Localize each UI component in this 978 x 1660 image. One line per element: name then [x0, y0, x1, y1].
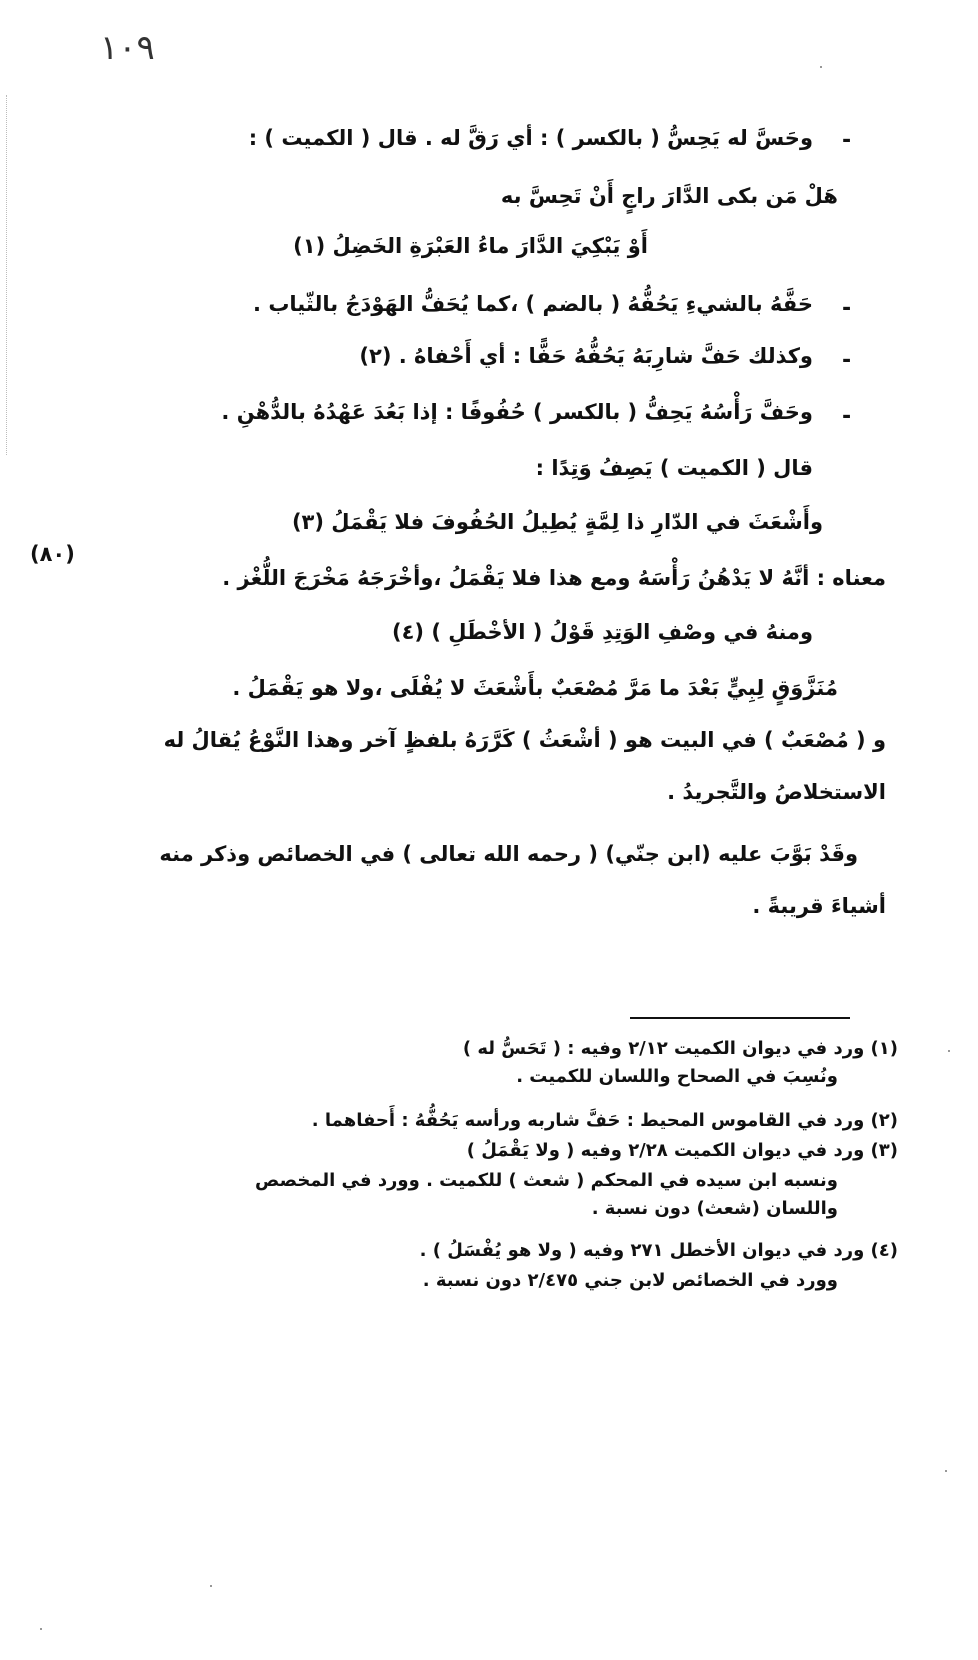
footnote-line: وورد في الخصائص لابن جني ٢/٤٧٥ دون نسبة . — [422, 1270, 838, 1291]
text-line: أشياءَ قريبةً . — [752, 894, 886, 918]
verse-line: مُنَزَّوَقٍ لِبِيٍّ بَعْدَ ما مَرَّ مُصْعَبٌ بأَشْعَثَ لا يُفْلَى ،ولا هو يَقْمَلُ . — [232, 676, 838, 700]
text-line: وحَفَّ رَأْسُهُ يَحِفُّ ( بالكسر ) حُفُوفًا : إذا بَعُدَ عَهْدُهُ بالدُّهْنِ . — [221, 400, 813, 424]
bullet-dash: - — [842, 296, 852, 321]
bullet-dash: - — [842, 348, 852, 373]
bullet-dash: - — [842, 404, 852, 429]
footnote-line: (٤) ورد في ديوان الأخطل ٢٧١ وفيه ( ولا هو يُفْسَلُ ) . — [419, 1240, 898, 1261]
text-line: و ( مُصْعَبٌ ) في البيت هو ( أشْعَثُ ) كَرَّرَهُ بلفظٍ آخر وهذا النَّوْعُ يُقالُ له — [163, 728, 886, 752]
footnote-line: ونُسِبَ في الصحاح واللسان للكميت . — [516, 1066, 838, 1087]
scan-speck — [820, 66, 822, 68]
scan-margin-dots — [6, 95, 8, 455]
text-line: معناه : أنَّهُ لا يَدْهُنُ رَأْسَهُ ومع هذا فلا يَقْمَلُ ،وأخْرَجَهُ مَخْرَجَ اللُّغْز . — [222, 566, 886, 590]
text-line: قال ( الكميت ) يَصِفُ وَتِدًا : — [535, 456, 813, 480]
footnote-divider — [630, 1017, 850, 1019]
scan-speck — [945, 1470, 947, 1472]
side-number: (٨٠) — [30, 542, 75, 566]
scan-speck — [210, 1585, 212, 1587]
verse-line: أَوْ يَبْكِيَ الدَّارَ ماءُ العَبْرَةِ الخَضِلُ (١) — [293, 234, 648, 258]
footnote-line: (١) ورد في ديوان الكميت ٢/١٢ وفيه : ( تَحَسُّ له ) — [462, 1038, 898, 1059]
verse-line: هَلْ مَن بكى الدَّارَ راجٍ أَنْ تَحِسَّ به — [500, 184, 838, 208]
page-number: ١٠٩ — [100, 28, 155, 68]
verse-line: وأَشْعَثَ في الدّارِ ذا لِمَّةٍ يُطِيلُ الحُفُوفَ فلا يَقْمَلُ (٣) — [291, 510, 823, 534]
text-line: وكذلك حَفَّ شارِبَهُ يَحُفُّهُ حَفًّا : أي أَحْفاهُ . (٢) — [359, 344, 813, 368]
text-line: حَفَّهُ بالشيءِ يَحُفُّهُ ( بالضم ) ،كما يُحَفُّ الهَوْدَجُ بالثّياب . — [253, 292, 813, 316]
scan-speck — [948, 1050, 950, 1052]
text-line: الاستخلاصُ والتَّجريدُ . — [667, 780, 886, 804]
bullet-dash: - — [842, 128, 852, 153]
text-line: وحَسَّ له يَحِسُّ ( بالكسر ) : أي رَقَّ له . قال ( الكميت ) : — [248, 126, 813, 150]
footnote-line: (٣) ورد في ديوان الكميت ٢/٢٨ وفيه ( ولا يَقْمَلُ ) — [466, 1140, 898, 1161]
footnote-line: ونسبه ابن سيده في المحكم ( شعث ) للكميت . وورد في المخصص — [255, 1170, 838, 1191]
scan-speck — [40, 1628, 42, 1630]
text-line: ومنهُ في وصْفِ الوَتِدِ قَوْلُ ( الأخْطَلِ ) (٤) — [391, 620, 813, 644]
text-line: وقَدْ بَوَّبَ عليه (ابن جنّي) ( رحمه الله تعالى ) في الخصائص وذكر منه — [159, 842, 858, 866]
footnote-line: (٢) ورد في القاموس المحيط : حَفَّ شاربه ورأسه يَحُفُّهُ : أَحفاهما . — [311, 1110, 898, 1131]
footnote-line: واللسان (شعث) دون نسبة . — [591, 1198, 838, 1219]
